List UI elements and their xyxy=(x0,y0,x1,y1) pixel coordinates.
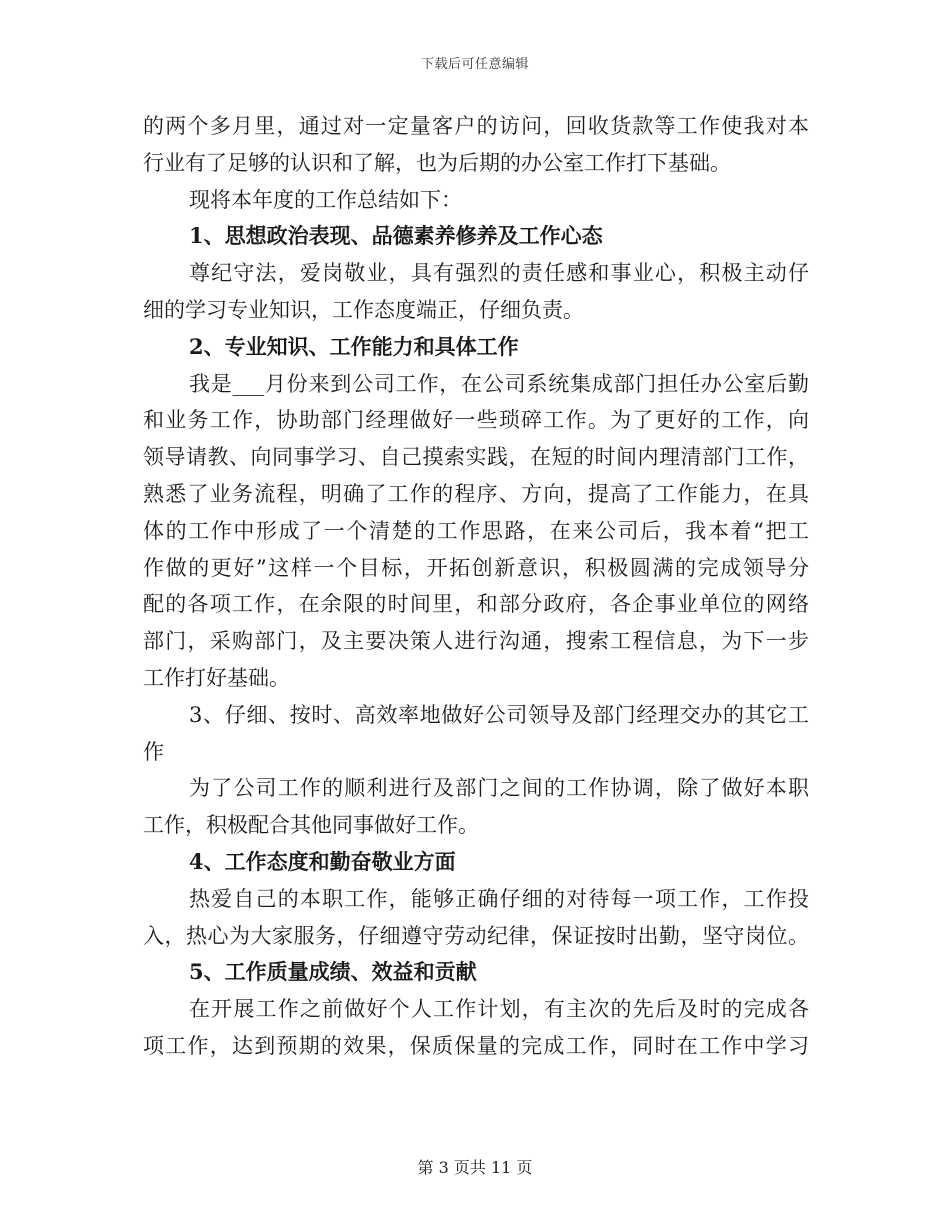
paragraph-line: 入，热心为大家服务，仔细遵守劳动纪律，保证按时出勤，坚守岗位。 xyxy=(143,923,809,948)
paragraph-line: 工作打好基础。 xyxy=(143,665,290,690)
section-heading: 1、思想政治表现、品德素养修养及工作心态 xyxy=(189,223,603,249)
paragraph-line: 和业务工作，协助部门经理做好一些琐碎工作。为了更好的工作，向 xyxy=(143,408,809,433)
section-heading: 4、工作态度和勤奋敬业方面 xyxy=(189,848,456,874)
section-heading: 2、专业知识、工作能力和具体工作 xyxy=(189,333,519,359)
paragraph-line: 热爱自己的本职工作，能够正确仔细的对待每一项工作，工作投 xyxy=(189,886,809,911)
paragraph-line: 配的各项工作，在余限的时间里，和部分政府，各企事业单位的网络 xyxy=(143,592,809,617)
paragraph-line: 项工作，达到预期的效果，保质保量的完成工作，同时在工作中学习 xyxy=(143,1033,809,1058)
paragraph-line: 部门，采购部门，及主要决策人进行沟通，搜索工程信息，为下一步 xyxy=(143,629,809,654)
paragraph-line: 工作，积极配合其他同事做好工作。 xyxy=(143,813,479,838)
paragraph-line: 的两个多月里，通过对一定量客户的访问，回收货款等工作使我对本 xyxy=(143,114,809,138)
paragraph-line: 行业有了足够的认识和了解，也为后期的办公室工作打下基础。 xyxy=(143,150,731,175)
paragraph-line: 细的学习专业知识，工作态度端正，仔细负责。 xyxy=(143,297,584,322)
paragraph-line: 作做的更好”这样一个目标，开拓创新意识，积极圆满的完成领导分 xyxy=(143,555,809,580)
paragraph-line: 在开展工作之前做好个人工作计划，有主次的先后及时的完成各 xyxy=(189,997,809,1022)
paragraph-line: 尊纪守法，爱岗敬业，具有强烈的责任感和事业心，积极主动仔 xyxy=(189,261,809,286)
paragraph-line: 体的工作中形成了一个清楚的工作思路，在来公司后，我本着“把工 xyxy=(143,518,809,543)
page-header-note: 下载后可任意编辑 xyxy=(420,57,529,72)
document-body xyxy=(143,108,809,1065)
paragraph-line: 作 xyxy=(143,739,164,764)
section-heading: 5、工作质量成绩、效益和贡献 xyxy=(189,959,477,985)
paragraph-line: 领导请教、向同事学习、自己摸索实践，在短的时间内理清部门工作， xyxy=(143,445,809,470)
paragraph-line: 为了公司工作的顺利进行及部门之间的工作协调，除了做好本职 xyxy=(189,776,809,801)
page-number: 第 3 页共 11 页 xyxy=(417,1158,533,1177)
paragraph-line: 熟悉了业务流程，明确了工作的程序、方向，提高了工作能力，在具 xyxy=(143,481,809,506)
paragraph-line: 现将本年度的工作总结如下： xyxy=(189,187,462,212)
paragraph-line: 我是___月份来到公司工作，在公司系统集成部门担任办公室后勤 xyxy=(189,371,809,396)
paragraph-line: 3、仔细、按时、高效率地做好公司领导及部门经理交办的其它工 xyxy=(189,702,809,727)
